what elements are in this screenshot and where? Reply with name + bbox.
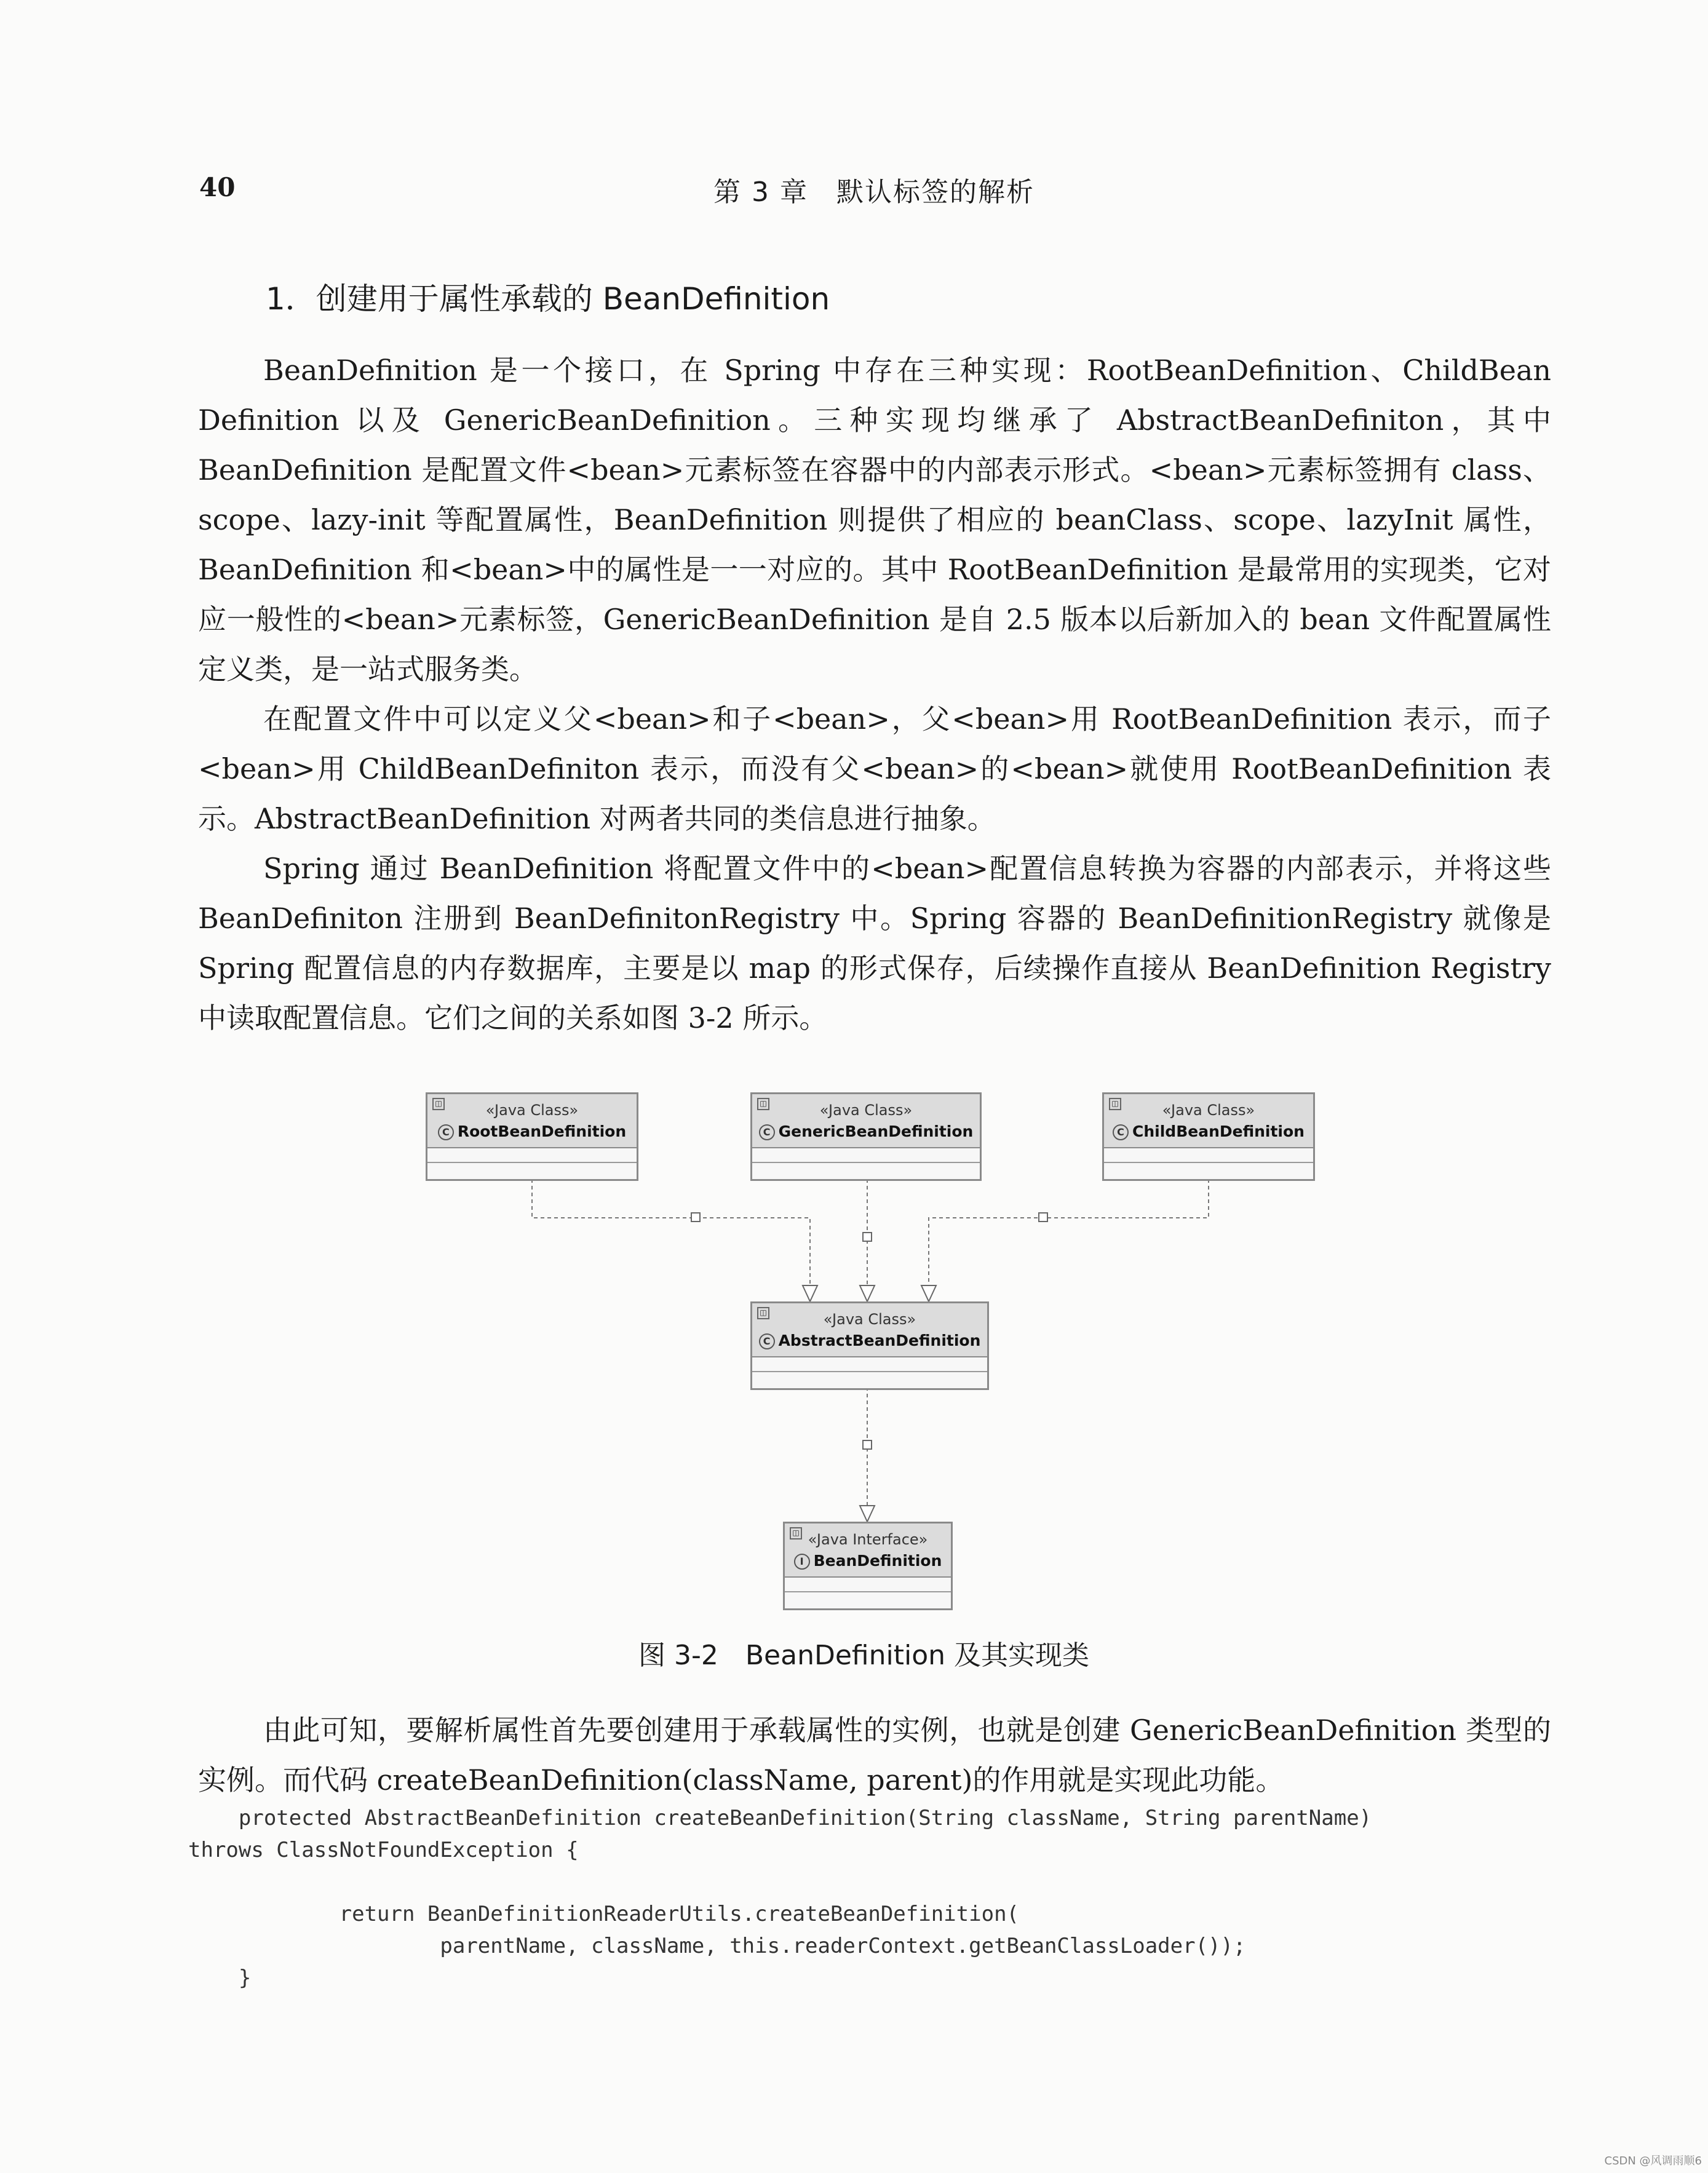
class-icon: C — [759, 1333, 775, 1349]
uml-box-generic — [750, 1092, 982, 1181]
link-marker-1 — [691, 1213, 700, 1222]
running-head: 第 3 章 默认标签的解析 — [713, 177, 1035, 208]
connector-child — [929, 1179, 1209, 1285]
stereotype-abstract: «Java Class» — [823, 1311, 916, 1328]
class-icon: C — [438, 1124, 454, 1140]
arrowhead-generic — [860, 1285, 875, 1301]
paragraph-4: 由此可知，要解析属性首先要创建用于承载属性的实例，也就是创建 GenericBeanDefinition 类型的实例。而代码 createBeanDefinition(className, parent)的作用就是实现此功能。 — [198, 1714, 1551, 1797]
arrowhead-interface — [860, 1506, 875, 1522]
interface-label: BeanDefinition — [813, 1552, 942, 1570]
class-label-abstract: AbstractBeanDefinition — [778, 1332, 981, 1349]
class-icon: C — [759, 1124, 775, 1140]
class-file-icon: ◫ — [432, 1098, 445, 1110]
stereotype-child: «Java Class» — [1162, 1102, 1255, 1119]
class-icon: C — [1113, 1124, 1129, 1140]
link-marker-2 — [863, 1233, 872, 1241]
class-name-child — [1104, 1122, 1313, 1140]
class-name-generic — [752, 1122, 980, 1140]
stereotype-root: «Java Class» — [485, 1102, 579, 1119]
stereotype-interface: «Java Interface» — [808, 1531, 928, 1548]
page-number: 40 — [199, 172, 236, 202]
interface-name — [785, 1552, 951, 1570]
link-marker-3 — [1039, 1213, 1047, 1222]
body-text-top — [198, 346, 1551, 1043]
class-name-abstract — [752, 1332, 987, 1349]
uml-box-root — [426, 1092, 638, 1181]
uml-box-child — [1102, 1092, 1315, 1181]
class-label-child: ChildBeanDefinition — [1132, 1122, 1305, 1140]
class-label-generic: GenericBeanDefinition — [778, 1122, 974, 1140]
class-file-icon: ◫ — [757, 1098, 769, 1110]
arrowhead-child — [921, 1285, 936, 1301]
stereotype-generic: «Java Class» — [819, 1102, 913, 1119]
code-listing: protected AbstractBeanDefinition createBeanDefinition(String className, String parentName) throws ClassNotFoundException { return BeanDefinitionReaderUtils.createBeanDefinition( parentName, className, this.readerContext.getBeanClassLoader()); } — [188, 1806, 1372, 1990]
class-label-root: RootBeanDefinition — [457, 1122, 627, 1140]
uml-box-abstract — [750, 1301, 989, 1390]
interface-file-icon: ◫ — [790, 1527, 802, 1539]
paragraph-2: 在配置文件中可以定义父<bean>和子<bean>，父<bean>用 RootBeanDefinition 表示，而子<bean>用 ChildBeanDefiniton 表示，而没有父<bean>的<bean>就使用 RootBeanDefinition 表示。AbstractBeanDefinition 对两者共同的类信息进行抽象。 — [198, 702, 1551, 835]
watermark: CSDN @风调雨顺6 — [1604, 2155, 1702, 2167]
paragraph-3: Spring 通过 BeanDefinition 将配置文件中的<bean>配置信息转换为容器的内部表示，并将这些 BeanDefiniton 注册到 BeanDefinitonRegistry 中。Spring 容器的 BeanDefinitionRegistry 就像是 Spring 配置信息的内存数据库，主要是以 map 的形式保存，后续操作直接从 BeanDefinition Registry 中读取配置信息。它们之间的关系如图 3-2 所示。 — [198, 852, 1551, 1035]
arrowhead-root — [803, 1285, 817, 1301]
paragraph-1: BeanDefinition 是一个接口，在 Spring 中存在三种实现：RootBeanDefinition、ChildBean Definition 以及 GenericBeanDefinition。三种实现均继承了 AbstractBeanDefiniton，其中 BeanDefinition 是配置文件<bean>元素标签在容器中的内部表示形式。<bean>元素标签拥有 class、scope、lazy-init 等配置属性，BeanDefinition 则提供了相应的 beanClass、scope、lazyInit 属性，BeanDefinition 和<bean>中的属性是一一对应的。其中 RootBeanDefinition 是最常用的实现类，它对应一般性的<bean>元素标签，GenericBeanDefinition 是自 2.5 版本以后新加入的 bean 文件配置属性定义类，是一站式服务类。 — [198, 354, 1551, 686]
class-file-icon: ◫ — [1109, 1098, 1121, 1110]
class-name-root — [427, 1122, 637, 1140]
figure-caption: 图 3-2 BeanDefinition 及其实现类 — [638, 1640, 1090, 1671]
section-title: 1．创建用于属性承载的 BeanDefinition — [266, 281, 830, 317]
body-text-bottom — [198, 1706, 1551, 1805]
uml-box-interface — [783, 1522, 953, 1610]
interface-icon: I — [794, 1554, 810, 1570]
link-marker-4 — [863, 1440, 872, 1449]
connector-root — [532, 1179, 810, 1285]
uml-figure — [406, 1083, 1329, 1599]
class-file-icon: ◫ — [757, 1307, 769, 1319]
